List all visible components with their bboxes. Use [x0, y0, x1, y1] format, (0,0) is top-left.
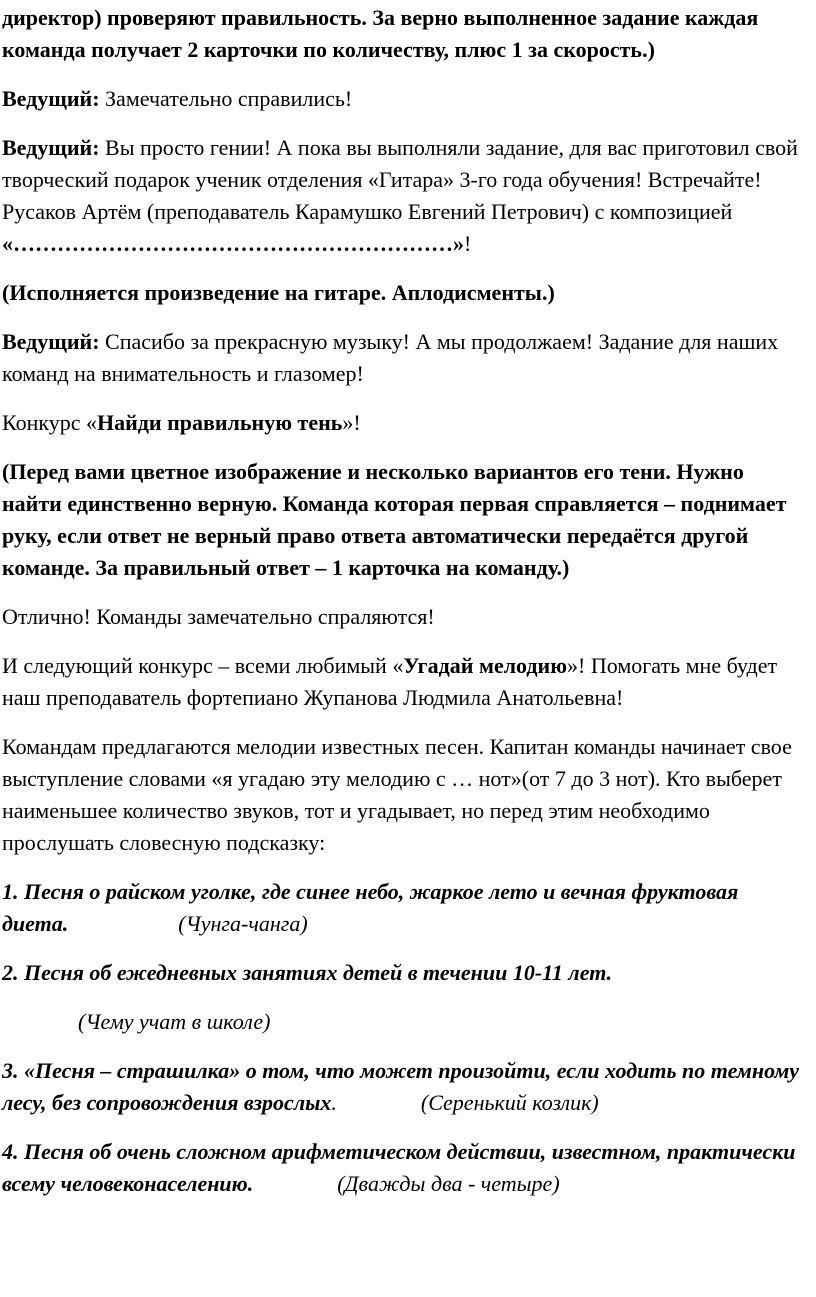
paragraph-host-thanks	[2, 326, 808, 390]
contest-name: Угадай мелодию	[403, 653, 568, 678]
song-clue-text: 3. «Песня – страшилка» о том, что может произойти, если ходить по темному лесу, без сопровождения взрослых	[2, 1058, 800, 1115]
song-clue-3: 3. «Песня – страшилка» о том, что может произойти, если ходить по темному лесу, без сопровождения взрослых. (Серенький козлик)	[2, 1058, 800, 1115]
speech-text: Вы просто гении! А пока вы выполняли задание, для вас приготовил свой творческий подарок ученик отделения «Гитара» 3-го года обучения! Встречайте! Русаков Артём (преподаватель Карамушко Евгений Петрович) с композицией	[2, 135, 798, 224]
contest-melody-intro: И следующий конкурс – всеми любимый «Угадай мелодию»! Помогать мне будет наш преподаватель фортепиано Жупанова Людмила Анатольевна!	[2, 653, 778, 710]
paragraph-host-guitar-intro	[2, 132, 808, 260]
contest-shadow-title: Конкурс «Найди правильную тень»!	[2, 410, 361, 435]
speech-end: !	[464, 231, 472, 256]
song-clue-4	[2, 1136, 808, 1200]
speech-text: Замечательно справились!	[99, 86, 353, 111]
song-answer-2-line	[2, 1006, 808, 1038]
song-clue-text: 4. Песня об очень сложном арифметическом действии, известном, практически всему человеконаселению.	[2, 1139, 796, 1196]
paragraph-teams-praise: Отлично! Команды замечательно спраляются!	[2, 604, 435, 629]
song-clue-1	[2, 876, 808, 940]
song-answer: (Серенький козлик)	[420, 1090, 599, 1115]
paragraph-judges-check: директор) проверяют правильность. За верно выполненное задание каждая команда получает 2 карточки по количеству, плюс 1 за скорость.)	[2, 5, 759, 62]
stage-direction-shadow-rules: (Перед вами цветное изображение и несколько вариантов его тени. Нужно найти единственно верную. Команда которая первая справляется – поднимает руку, если ответ не верный право ответа автоматически передаётся другой команде. За правильный ответ – 1 карточка на команду.)	[2, 459, 787, 580]
composition-blank: «……………………………………………………»	[2, 231, 464, 256]
song-clue-text: 1. Песня о райском уголке, где синее небо, жаркое лето и вечная фруктовая диета.	[2, 879, 739, 936]
song-clue-text: 2. Песня об ежедневных занятиях детей в течении 10-11 лет.	[2, 960, 613, 985]
paragraph-melody-rules: Командам предлагаются мелодии известных песен. Капитан команды начинает свое выступление словами «я угадаю эту мелодию с … нот»(от 7 до 3 нот). Кто выберет наименьшее количество звуков, тот и угадывает, но перед этим необходимо прослушать словесную подсказку:	[2, 734, 792, 855]
speaker-label: Ведущий:	[2, 86, 100, 111]
stage-direction-guitar: (Исполняется произведение на гитаре. Аплодисменты.)	[2, 280, 555, 305]
song-answer: (Чунга-чанга)	[178, 911, 308, 936]
speaker-label: Ведущий:	[2, 135, 100, 160]
contest-name: Найди правильную тень	[97, 410, 343, 435]
song-clue-2	[2, 957, 808, 989]
song-answer: (Чему учат в школе)	[78, 1009, 271, 1034]
speech-text: Спасибо за прекрасную музыку! А мы продолжаем! Задание для наших команд на внимательность и глазомер!	[2, 329, 779, 386]
speaker-label: Ведущий:	[2, 329, 100, 354]
song-answer: (Дважды два - четыре)	[337, 1171, 560, 1196]
paragraph-host-praise	[2, 83, 808, 115]
